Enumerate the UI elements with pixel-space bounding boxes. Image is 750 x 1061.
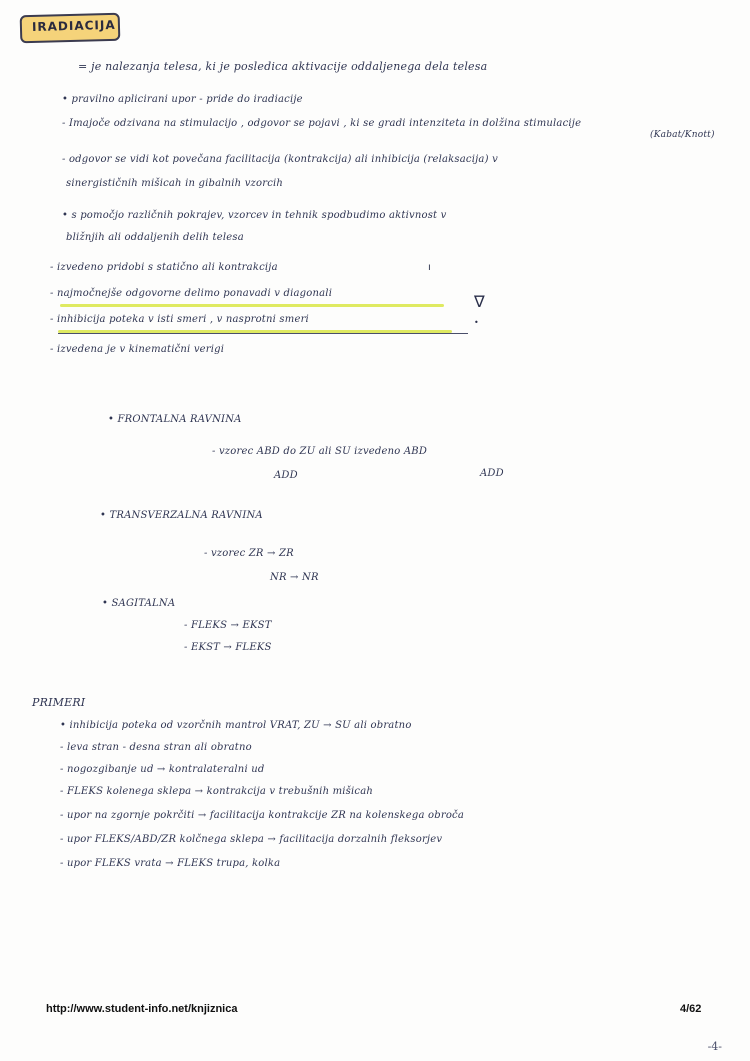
plane-line: ADD <box>274 470 298 481</box>
example-item: - FLEKS kolenega sklepa → kontrakcija v trebušnih mišicah <box>60 786 374 797</box>
plane-line: - vzorec ZR → ZR <box>204 548 294 559</box>
example-item: - upor FLEKS/ABD/ZR kolčnega sklepa → facilitacija dorzalnih fleksorjev <box>60 834 443 845</box>
note-line: - izvedena je v kinematični verigi <box>50 344 225 355</box>
plane-line: - vzorec ABD do ZU ali SU izvedeno ABD <box>212 446 428 457</box>
example-item: - nogozgibanje ud → kontralateralni ud <box>60 764 265 775</box>
examples-heading: PRIMERI <box>32 696 86 709</box>
example-item: - leva stran - desna stran ali obratno <box>60 742 252 753</box>
note-line: = je nalezanja telesa, ki je posledica aktivacije oddaljenega dela telesa <box>78 60 488 73</box>
example-item: - upor FLEKS vrata → FLEKS trupa, kolka <box>60 858 281 869</box>
note-line-highlighted: - inhibicija poteka v isti smeri , v nasprotni smeri <box>50 314 309 325</box>
underline-stroke <box>58 333 468 334</box>
note-line: - odgovor se vidi kot povečana facilitacija (kontrakcija) ali inhibicija (relaksacija) v <box>62 154 498 165</box>
note-line: sinergističnih mišicah in gibalnih vzorcih <box>66 178 284 189</box>
handwritten-page-number: -4- <box>707 1040 722 1053</box>
plane-label-frontal: • FRONTALNA RAVNINA <box>108 414 242 425</box>
example-item: - upor na zgornje pokrčiti → facilitacija kontrakcije ZR na kolenskega obroča <box>60 810 465 821</box>
footer-link[interactable]: http://www.student-info.net/knjiznica <box>46 1003 238 1015</box>
plane-label-transverse: • TRANSVERZALNA RAVNINA <box>100 510 263 521</box>
triangle-mark-icon: ∇ <box>474 292 485 311</box>
page-title: IRADIACIJA <box>31 17 116 34</box>
example-item: • inhibicija poteka od vzorčnih mantrol VRAT, ZU → SU ali obratno <box>60 720 412 731</box>
note-line-highlighted: - najmočnejše odgovorne delimo ponavadi v diagonali <box>50 288 333 299</box>
note-line: (Kabat/Knott) <box>650 130 715 140</box>
highlight-stroke <box>60 304 444 307</box>
tick-mark: ı <box>428 262 431 273</box>
note-line: bližnjih ali oddaljenih delih telesa <box>66 232 244 243</box>
note-line: - Imajoče odzivana na stimulacijo , odgovor se pojavi , ki se gradi intenziteta in dolžina stimulacije <box>62 118 582 129</box>
note-line: • s pomočjo različnih pokrajev, vzorcev in tehnik spodbudimo aktivnost v <box>62 210 447 221</box>
plane-label-sagittal: • SAGITALNA <box>102 598 176 609</box>
page-number: 4/62 <box>680 1003 702 1015</box>
note-line: • pravilno aplicirani upor - pride do iradiacije <box>62 94 303 105</box>
plane-line: ADD <box>480 468 504 479</box>
plane-line: NR → NR <box>270 572 319 583</box>
note-line: - izvedeno pridobi s statično ali kontrakcija <box>50 262 278 273</box>
title-box <box>20 13 121 44</box>
plane-line: - FLEKS → EKST <box>184 620 272 631</box>
plane-line: - EKST → FLEKS <box>184 642 272 653</box>
dot-mark: • <box>474 318 479 327</box>
